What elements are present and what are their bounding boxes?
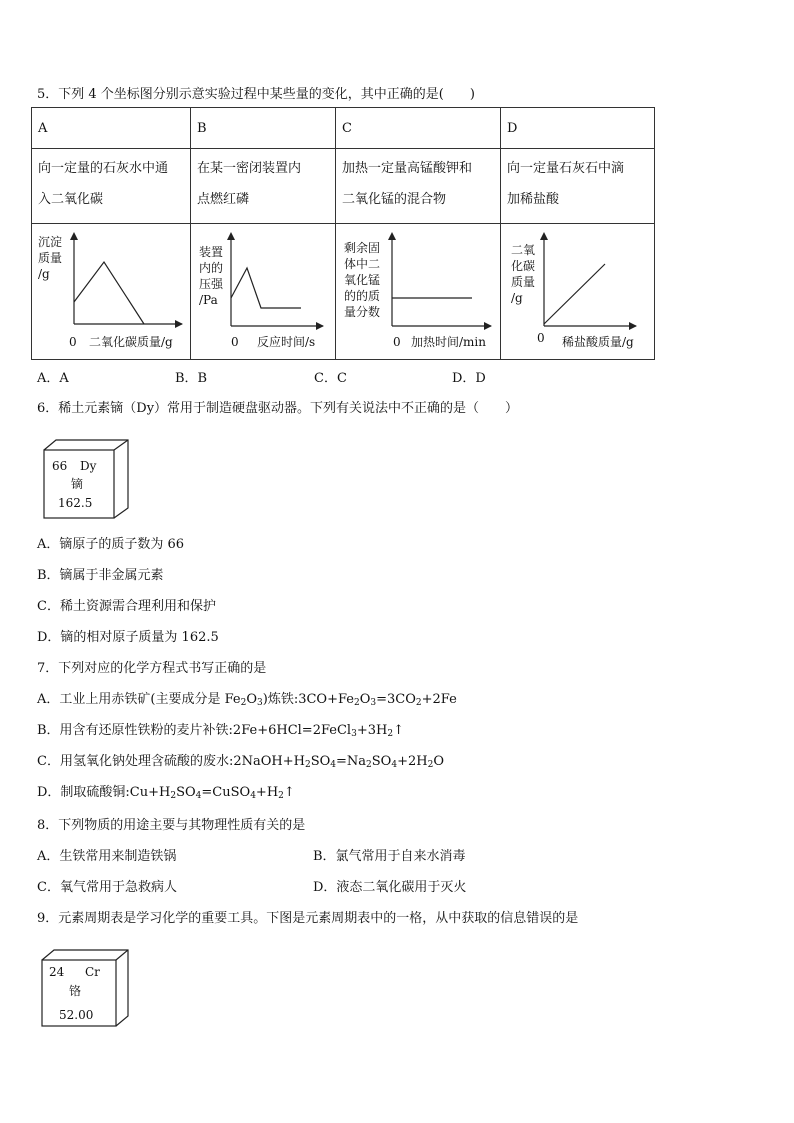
graph-a-ylabel: 沉淀 质量 /g <box>38 235 63 281</box>
graph-b-xlabel: 反应时间/s <box>257 335 316 349</box>
q5-option-d[interactable]: D．D <box>452 371 486 386</box>
graph-a-origin: 0 <box>69 335 77 349</box>
col-a-header: A <box>32 108 191 149</box>
col-b-header: B <box>191 108 336 149</box>
q9-stem: 9．元素周期表是学习化学的重要工具。下图是元素周期表中的一格，从中获取的信息错误的是 <box>37 911 579 926</box>
col-b-desc: 在某一密闭装置内 点燃红磷 <box>191 149 336 224</box>
q7-option-c[interactable]: C．用氢氧化钠处理含硫酸的废水$:2NaOH+H_2SO_4=Na_2SO_4+2H_2O$ <box>37 754 444 770</box>
graph-c-ylabel: 剩余固 体中二 氧化锰 的的质 量分数 <box>344 241 381 319</box>
q6-element-cell <box>42 438 132 520</box>
q6-option-d[interactable]: D．镝的相对原子质量为 162.5 <box>37 630 219 645</box>
graph-c-xlabel: 加热时间/min <box>411 335 486 349</box>
graph-a-xlabel: 二氧化碳质量/g <box>89 335 173 349</box>
q8-option-a[interactable]: A．生铁常用来制造铁锅 <box>37 849 177 864</box>
q7-stem: 7．下列对应的化学方程式书写正确的是 <box>37 661 267 676</box>
col-d-header: D <box>501 108 655 149</box>
q7-option-a[interactable]: A．工业上用赤铁矿(主要成分是 $Fe_2O_3$)炼铁$:3CO+Fe_2O_3=3CO_2+2Fe$ <box>37 692 457 708</box>
q6-atomic-mass: 162.5 <box>58 496 93 510</box>
col-d-desc: 向一定量石灰石中滴 加稀盐酸 <box>501 149 655 224</box>
q6-element-name: 镝 <box>71 477 84 491</box>
graph-b <box>191 224 336 360</box>
col-c-desc: 加热一定量高锰酸钾和 二氧化锰的混合物 <box>336 149 501 224</box>
graph-d-xlabel: 稀盐酸质量/g <box>562 335 634 349</box>
graph-a <box>32 224 191 360</box>
col-a-desc: 向一定量的石灰水中通 入二氧化碳 <box>32 149 191 224</box>
q6-atomic-number: 66 <box>52 459 68 473</box>
graph-b-origin: 0 <box>231 335 239 349</box>
graph-d-origin: 0 <box>537 331 545 345</box>
q8-option-d[interactable]: D．液态二氧化碳用于灭火 <box>313 880 467 895</box>
q6-element-symbol: Dy <box>80 459 97 473</box>
graph-b-ylabel: 装置 内的 压强 /Pa <box>199 245 224 307</box>
q8-option-c[interactable]: C．氧气常用于急救病人 <box>37 880 177 895</box>
q9-atomic-number: 24 <box>49 965 65 979</box>
col-c-header: C <box>336 108 501 149</box>
q5-option-c[interactable]: C．C <box>314 371 347 386</box>
graph-d-ylabel: 二氧 化碳 质量 /g <box>511 243 536 305</box>
q5-option-a[interactable]: A．A <box>37 371 69 386</box>
q9-element-symbol: Cr <box>85 965 100 979</box>
q6-stem: 6．稀土元素镝（Dy）常用于制造硬盘驱动器。下列有关说法中不正确的是（ ） <box>37 401 519 416</box>
q7-option-d[interactable]: D．制取硫酸铜$:Cu+H_2SO_4=CuSO_4+H_2↑$ <box>37 785 295 801</box>
graph-d <box>501 224 655 360</box>
q6-option-c[interactable]: C．稀土资源需合理利用和保护 <box>37 599 216 614</box>
q5-stem: 5．下列 4 个坐标图分别示意实验过程中某些量的变化，其中正确的是( ) <box>37 87 475 102</box>
q5-table <box>31 107 655 360</box>
q6-option-a[interactable]: A．镝原子的质子数为 66 <box>37 537 185 552</box>
q8-option-b[interactable]: B．氯气常用于自来水消毒 <box>313 849 466 864</box>
q7-option-b[interactable]: B．用含有还原性铁粉的麦片补铁$:2Fe+6HCl=2FeCl_3+3H_2↑$ <box>37 723 404 739</box>
q9-element-cell <box>40 948 132 1028</box>
q8-stem: 8．下列物质的用途主要与其物理性质有关的是 <box>37 818 306 833</box>
q9-atomic-mass: 52.00 <box>59 1008 94 1022</box>
q5-option-b[interactable]: B．B <box>175 371 208 386</box>
q9-element-name: 铬 <box>69 984 82 998</box>
q6-option-b[interactable]: B．镝属于非金属元素 <box>37 568 164 583</box>
graph-c-origin: 0 <box>393 335 401 349</box>
graph-c <box>336 224 501 360</box>
